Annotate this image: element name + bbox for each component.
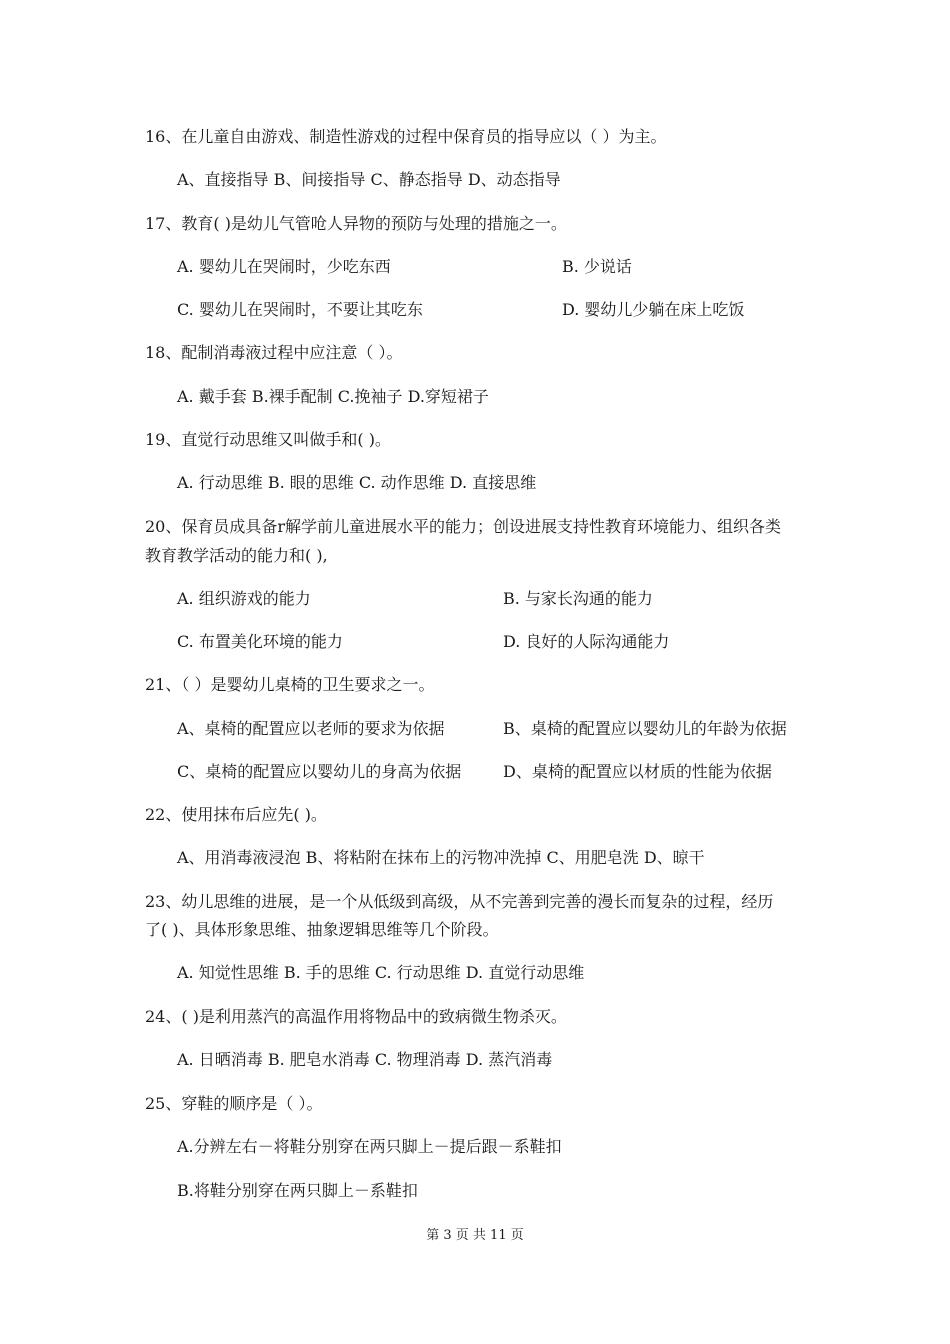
question-16-options: A、直接指导 B、间接指导 C、静态指导 D、动态指导: [177, 170, 561, 189]
question-18-options: A. 戴手套 B.裸手配制 C.挽袖子 D.穿短裙子: [177, 387, 489, 406]
question-22: 22、使用抹布后应先( )。: [145, 805, 327, 824]
question-24-options: A. 日晒消毒 B. 肥皂水消毒 C. 物理消毒 D. 蒸汽消毒: [177, 1050, 553, 1069]
question-17-option-d: D. 婴幼儿少躺在床上吃饭: [562, 300, 745, 319]
question-19-options: A. 行动思维 B. 眼的思维 C. 动作思维 D. 直接思维: [177, 473, 537, 492]
question-21-option-d: D、桌椅的配置应以材质的性能为依据: [503, 762, 772, 781]
question-17: 17、教育( )是幼儿气管呛人异物的预防与处理的措施之一。: [145, 214, 567, 233]
question-17-option-a: A. 婴幼儿在哭闹时，少吃东西: [177, 257, 391, 276]
question-20-option-a: A. 组织游戏的能力: [177, 589, 311, 608]
question-25-option-a: A.分辨左右－将鞋分别穿在两只脚上－提后跟－系鞋扣: [177, 1137, 562, 1156]
question-23-options: A. 知觉性思维 B. 手的思维 C. 行动思维 D. 直觉行动思维: [177, 963, 585, 982]
question-20-option-c: C. 布置美化环境的能力: [177, 632, 343, 651]
question-18: 18、配制消毒液过程中应注意（ ）。: [145, 343, 403, 362]
question-25-option-b: B.将鞋分别穿在两只脚上－系鞋扣: [177, 1181, 418, 1200]
question-20-continued: 教育教学活动的能力和( ),: [145, 546, 328, 565]
question-21-option-c: C、桌椅的配置应以婴幼儿的身高为依据: [177, 762, 462, 781]
question-21-option-b: B、桌椅的配置应以婴幼儿的年龄为依据: [503, 719, 787, 738]
question-22-options: A、用消毒液浸泡 B、将粘附在抹布上的污物冲洗掉 C、用肥皂洗 D、晾干: [177, 848, 705, 867]
question-21: 21、（ ）是婴幼儿桌椅的卫生要求之一。: [145, 675, 435, 694]
question-19: 19、直觉行动思维又叫做手和( )。: [145, 430, 391, 449]
question-23-continued: 了( )、具体形象思维、抽象逻辑思维等几个阶段。: [145, 920, 499, 939]
question-23: 23、幼儿思维的进展，是一个从低级到高级，从不完善到完善的漫长而复杂的过程，经历: [145, 892, 774, 911]
question-17-option-c: C. 婴幼儿在哭闹时，不要让其吃东: [177, 300, 423, 319]
question-16: 16、在儿童自由游戏、制造性游戏的过程中保育员的指导应以（ ）为主。: [145, 127, 667, 146]
page-footer: 第 3 页 共 11 页: [426, 1228, 524, 1243]
question-17-option-b: B. 少说话: [562, 257, 632, 276]
question-21-option-a: A、桌椅的配置应以老师的要求为依据: [177, 719, 445, 738]
question-20-option-b: B. 与家长沟通的能力: [503, 589, 653, 608]
question-20-option-d: D. 良好的人际沟通能力: [503, 632, 670, 651]
question-20: 20、保育员成具备r解学前儿童进展水平的能力；创设进展支持性教育环境能力、组织各类: [145, 517, 782, 536]
question-25: 25、穿鞋的顺序是（ ）。: [145, 1094, 323, 1113]
question-24: 24、( )是利用蒸汽的高温作用将物品中的致病微生物杀灭。: [145, 1007, 567, 1026]
